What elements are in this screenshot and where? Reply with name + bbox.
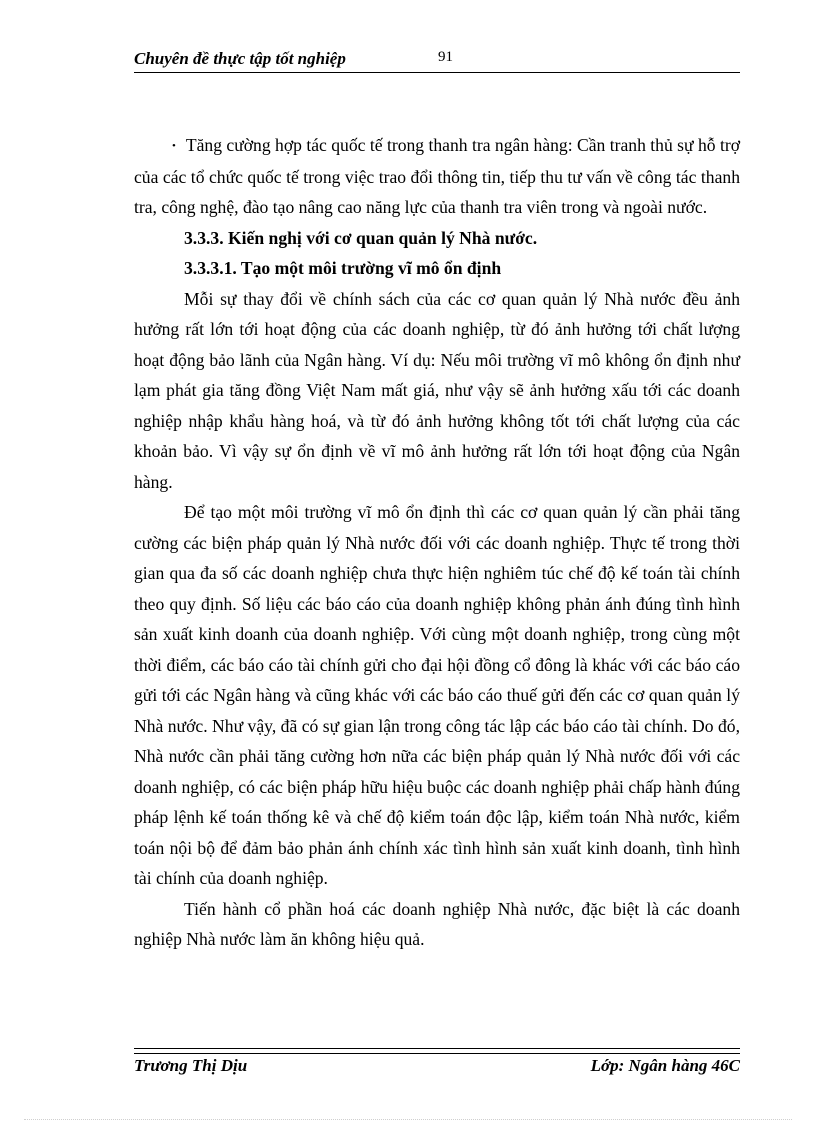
header-title: Chuyên đề thực tập tốt nghiệp xyxy=(134,49,346,68)
subsection-heading: 3.3.3.1. Tạo một môi trường vĩ mô ổn định xyxy=(184,258,502,278)
paragraph-1: Mỗi sự thay đổi về chính sách của các cơ quan quản lý Nhà nước đều ảnh hưởng rất lớn tới hoạt động của các doanh nghiệp, từ đó ảnh hưởng tới chất lượng hoạt động bảo lãnh của Ngân hàng. Ví dụ: Nếu môi trường vĩ mô không ổn định như lạm phát gia tăng đồng Việt Nam mất giá, như vậy sẽ ảnh hưởng xấu tới các doanh nghiệp nhập khẩu hàng hoá, và từ đó ảnh hưởng không tốt tới chất lượng của các khoản bảo. Vì vậy sự ổn định về vĩ mô ảnh hưởng rất lớn tới hoạt động của Ngân hàng. xyxy=(134,288,740,492)
footer-author: Trương Thị Dịu xyxy=(134,1056,248,1075)
page-header xyxy=(134,46,740,72)
page-edge-divider xyxy=(24,1119,792,1120)
paragraph-2: Để tạo một môi trường vĩ mô ổn định thì các cơ quan quản lý cần phải tăng cường các biện pháp quản lý Nhà nước đối với các doanh nghiệp. Thực tế trong thời gian qua đa số các doanh nghiệp chưa thực hiện nghiêm túc chế độ kế toán tài chính theo quy định. Số liệu các báo cáo của doanh nghiệp không phản ánh đúng tình hình sản xuất kinh doanh của doanh nghiệp. Với cùng một doanh nghiệp, trong cùng một thời điểm, các báo cáo tài chính gửi cho đại hội đồng cổ đông là khác với các báo cáo gửi tới các Ngân hàng và cũng khác với các báo cáo thuế gửi đến các cơ quan quản lý Nhà nước. Như vậy, đã có sự gian lận trong công tác lập các báo cáo tài chính. Do đó, Nhà nước cần phải tăng cường hơn nữa các biện pháp quản lý Nhà nước đối với các doanh nghiệp, có các biện pháp hữu hiệu buộc các doanh nghiệp phải chấp hành đúng pháp lệnh kế toán thống kê và chế độ kiểm toán độc lập, kiểm toán Nhà nước, kiểm toán nội bộ để đảm bảo phản ánh chính xác tình hình sản xuất kinh doanh, tình hình tài chính của doanh nghiệp. xyxy=(134,502,740,888)
footer-divider xyxy=(134,1048,740,1054)
bullet-text: Tăng cường hợp tác quốc tế trong thanh tra ngân hàng: Cần tranh thủ sự hỗ trợ của các tổ chức quốc tế trong việc trao đổi thông tin, tiếp thu tư vấn về công tác thanh tra, công nghệ, đào tạo nâng cao năng lực của thanh tra viên trong và ngoài nước. xyxy=(134,135,740,217)
bullet-paragraph xyxy=(134,130,740,223)
footer-class: Lớp: Ngân hàng 46C xyxy=(590,1056,740,1075)
paragraph-3: Tiến hành cổ phần hoá các doanh nghiệp Nhà nước, đặc biệt là các doanh nghiệp Nhà nước làm ăn không hiệu quả. xyxy=(134,898,740,949)
bullet-icon: • xyxy=(172,140,176,152)
header-divider xyxy=(134,72,740,73)
document-body xyxy=(134,130,740,955)
page-number: 91 xyxy=(438,49,453,65)
section-heading: 3.3.3. Kiến nghị với cơ quan quản lý Nhà nước. xyxy=(184,227,538,248)
